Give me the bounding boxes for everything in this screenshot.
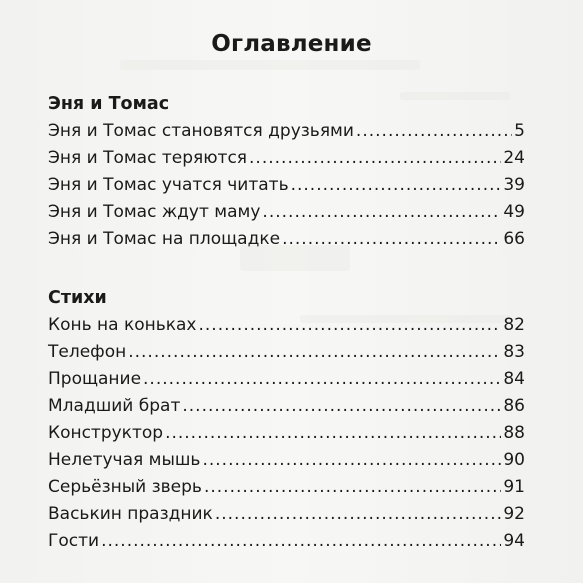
toc-entry-page-number: 49 — [503, 202, 525, 222]
section-heading: Эня и Томас — [48, 94, 170, 114]
section-heading: Стихи — [48, 288, 107, 308]
toc-entry[interactable] — [48, 474, 525, 501]
toc-entry[interactable] — [48, 528, 525, 555]
dot-leader — [182, 393, 501, 420]
toc-entry-title: Телефон — [48, 342, 127, 362]
dot-leader — [165, 420, 501, 447]
toc-entry-title: Эня и Томас теряются — [48, 148, 248, 168]
dot-leader — [101, 528, 501, 555]
dot-leader — [282, 226, 501, 253]
toc-entry-title: Прощание — [48, 369, 142, 389]
page-title: Оглавление — [211, 31, 372, 57]
toc-entry[interactable] — [48, 447, 525, 474]
toc-entry[interactable] — [48, 226, 525, 253]
dot-leader — [249, 145, 501, 172]
toc-entry-page-number: 94 — [503, 531, 525, 551]
toc-entry-title: Конструктор — [48, 423, 164, 443]
toc-section-poems — [48, 286, 525, 555]
dot-leader — [356, 118, 512, 145]
toc-entry-page-number: 90 — [503, 450, 525, 470]
dot-leader — [199, 312, 502, 339]
toc-entry-title: Гости — [48, 531, 100, 551]
dot-leader — [291, 172, 502, 199]
toc-entry-page-number: 39 — [503, 175, 525, 195]
dot-leader — [215, 501, 502, 528]
toc-list — [48, 312, 525, 555]
dot-leader — [204, 474, 501, 501]
toc-entry[interactable] — [48, 366, 525, 393]
toc-entry-page-number: 82 — [503, 315, 525, 335]
dot-leader — [128, 339, 501, 366]
toc-entry[interactable] — [48, 312, 525, 339]
show-through-text — [120, 60, 420, 70]
toc-entry-page-number: 66 — [503, 229, 525, 249]
toc-entry[interactable] — [48, 145, 525, 172]
toc-entry-page-number: 24 — [503, 148, 525, 168]
dot-leader — [143, 366, 501, 393]
toc-entry-title: Младший брат — [48, 396, 181, 416]
toc-entry-page-number: 88 — [503, 423, 525, 443]
toc-entry-page-number: 91 — [503, 477, 525, 497]
toc-entry-title: Конь на коньках — [48, 315, 197, 335]
toc-entry-title: Эня и Томас учатся читать — [48, 175, 289, 195]
toc-entry-title: Нелетучая мышь — [48, 450, 201, 470]
toc-entry[interactable] — [48, 199, 525, 226]
toc-entry-page-number: 83 — [503, 342, 525, 362]
toc-entry[interactable] — [48, 420, 525, 447]
toc-entry-title: Эня и Томас на площадке — [48, 229, 281, 249]
dot-leader — [262, 199, 501, 226]
toc-entry-title: Эня и Томас становятся друзьями — [48, 121, 354, 141]
toc-entry-page-number: 92 — [503, 504, 525, 524]
toc-entry[interactable] — [48, 172, 525, 199]
toc-list — [48, 118, 525, 253]
toc-entry-page-number: 84 — [503, 369, 525, 389]
toc-entry[interactable] — [48, 501, 525, 528]
toc-entry-title: Эня и Томас ждут маму — [48, 202, 261, 222]
toc-entry-title: Серьёзный зверь — [48, 477, 202, 497]
toc-entry-page-number: 86 — [503, 396, 525, 416]
toc-entry-page-number: 5 — [514, 121, 525, 141]
toc-section-enya-and-tomas — [48, 92, 525, 253]
dot-leader — [202, 447, 501, 474]
toc-entry[interactable] — [48, 118, 525, 145]
toc-entry-title: Васькин праздник — [48, 504, 213, 524]
toc-entry[interactable] — [48, 393, 525, 420]
toc-entry[interactable] — [48, 339, 525, 366]
